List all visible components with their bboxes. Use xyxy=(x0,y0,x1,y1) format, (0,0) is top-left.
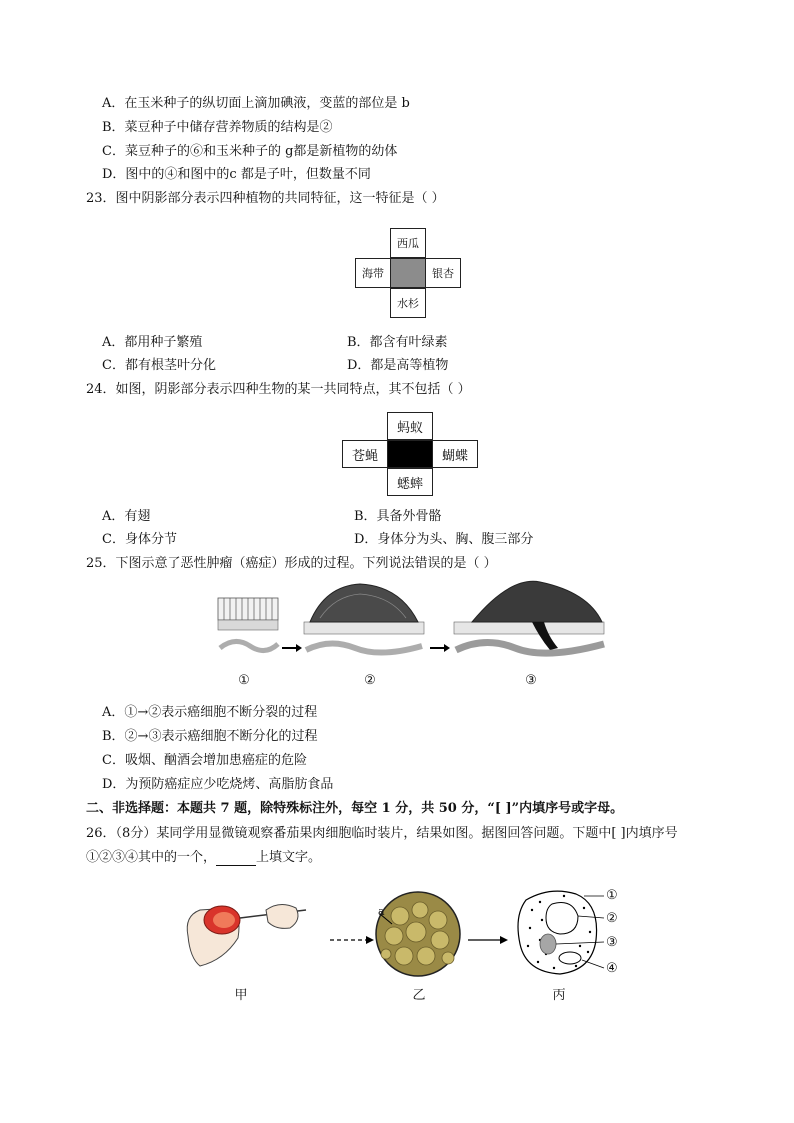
q23-stem: 23．图中阴影部分表示四种植物的共同特征，这一特征是（ ） xyxy=(86,191,445,206)
q23-option-d: D．都是高等植物 xyxy=(347,358,449,373)
q25-label-3: ③ xyxy=(525,673,537,688)
q23-option-b: B．都含有叶绿素 xyxy=(347,335,448,350)
stage-1-normal-tissue xyxy=(218,598,278,651)
q23-option-a: A．都用种子繁殖 xyxy=(102,335,203,350)
q24-option-d: D．身体分为头、胸、腹三部分 xyxy=(354,532,534,547)
q24-option-a: A．有翅 xyxy=(102,509,151,524)
cell-diagram xyxy=(518,891,604,974)
q25-option-c: C．吸烟、酗酒会增加患癌症的危险 xyxy=(102,753,307,768)
stage-3-invasive-tumor xyxy=(454,581,604,653)
q24-option-c: C．身体分节 xyxy=(102,532,177,547)
q23-option-c: C．都有根茎叶分化 xyxy=(102,358,216,373)
q25-option-d: D．为预防癌症应少吃烧烤、高脂肪食品 xyxy=(102,777,334,792)
hand-tomato-illustration xyxy=(187,904,306,966)
microscope-field xyxy=(376,892,460,976)
micro-label-a: a xyxy=(378,905,385,918)
q26-line-2-suffix: 上填文字。 xyxy=(256,850,322,865)
q22-option-c: C．菜豆种子的⑥和玉米种子的 g都是新植物的幼体 xyxy=(102,144,398,159)
q26-line-2 xyxy=(86,850,321,866)
q23-cell-right: 银杏 xyxy=(425,258,461,288)
q25-label-2: ② xyxy=(364,673,376,688)
q23-cell-top: 西瓜 xyxy=(390,228,426,258)
q22-option-b: B．菜豆种子中储存营养物质的结构是② xyxy=(102,120,333,135)
cell-label-1: ① xyxy=(606,888,618,903)
q24-cell-top: 蚂蚁 xyxy=(387,412,433,440)
q24-cell-left: 苍蝇 xyxy=(342,440,388,468)
q24-stem: 24．如图，阴影部分表示四种生物的某一共同特点，其不包括（ ） xyxy=(86,382,471,397)
q23-cell-center-shaded xyxy=(390,258,426,288)
cell-label-3: ③ xyxy=(606,935,618,950)
q25-option-b: B．②→③表示癌细胞不断分化的过程 xyxy=(102,729,318,744)
q25-stem: 25．下图示意了恶性肿瘤（癌症）形成的过程。下列说法错误的是（ ） xyxy=(86,556,497,571)
q26-line-2-prefix: ①②③④其中的一个， xyxy=(86,850,217,865)
q25-option-a: A．①→②表示癌细胞不断分裂的过程 xyxy=(102,705,318,720)
q22-option-d: D．图中的④和图中的c 都是子叶，但数量不同 xyxy=(102,167,371,182)
figure-label-jia: 甲 xyxy=(234,988,248,1003)
q22-option-a: A．在玉米种子的纵切面上滴加碘液，变蓝的部位是 b xyxy=(102,96,410,111)
figure-label-bing: 丙 xyxy=(552,988,566,1003)
section-2-heading: 二、非选择题：本题共 7 题，除特殊标注外，每空 1 分，共 50 分，“[ ]”内填序号或字母。 xyxy=(86,801,624,816)
q24-option-b: B．具备外骨骼 xyxy=(354,509,442,524)
q24-cell-bottom: 蟋蟀 xyxy=(387,468,433,496)
tumor-formation-figure xyxy=(210,578,610,670)
q26-figure xyxy=(180,880,630,980)
q23-cell-bottom: 水杉 xyxy=(390,288,426,318)
stage-2-tumor-mound xyxy=(304,584,424,653)
cell-label-4: ④ xyxy=(606,961,618,976)
q24-cell-right: 蝴蝶 xyxy=(432,440,478,468)
q26-line-1: 26．（8分）某同学用显微镜观察番茄果肉细胞临时装片，结果如图。据图回答问题。下题中[ ]内填序号 xyxy=(86,826,678,841)
answer-blank xyxy=(216,853,256,866)
q23-cell-left: 海带 xyxy=(355,258,391,288)
cell-label-2: ② xyxy=(606,911,618,926)
q25-label-1: ① xyxy=(238,673,250,688)
figure-label-yi: 乙 xyxy=(412,988,426,1003)
q24-cell-center-shaded xyxy=(387,440,433,468)
